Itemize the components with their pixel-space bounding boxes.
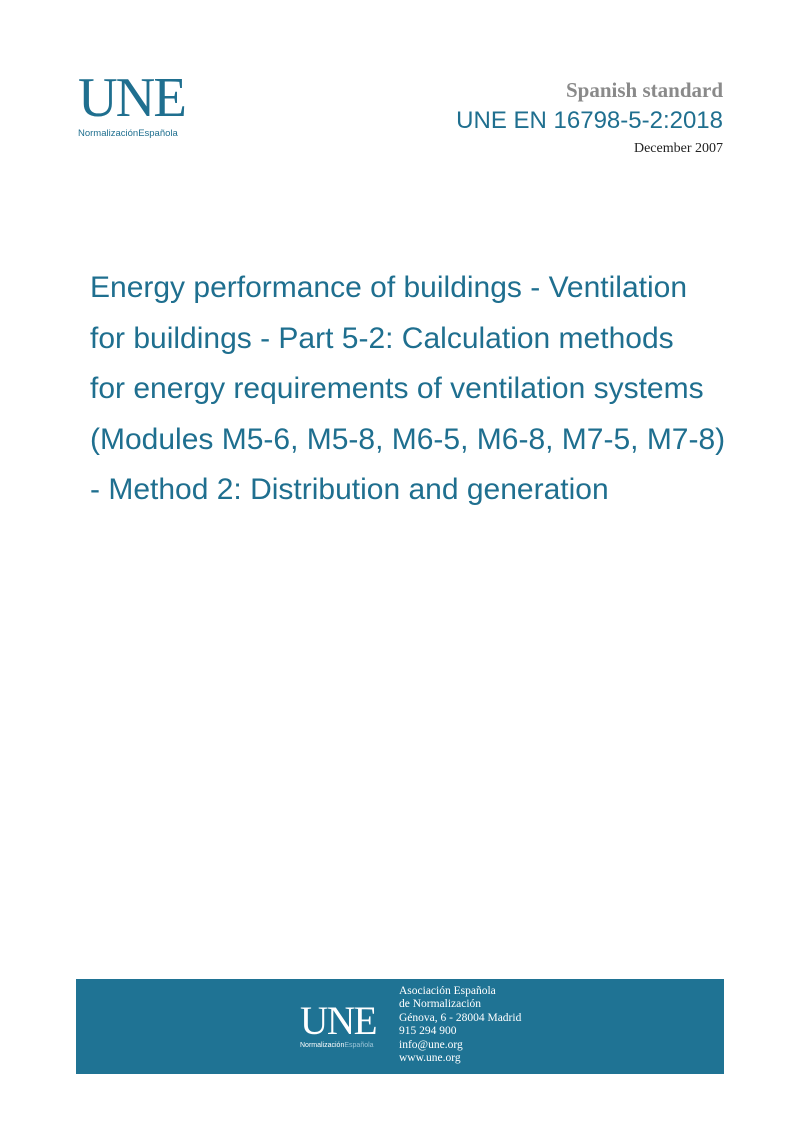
address-street: Génova, 6 - 28004 Madrid [399, 1011, 522, 1024]
title-line: - Method 2: Distribution and generation [90, 473, 609, 506]
standard-date: December 2007 [633, 141, 723, 156]
footer-banner [76, 979, 724, 1074]
title-line: (Modules M5-6, M5-8, M6-5, M6-8, M7-5, M7-8) [90, 422, 726, 456]
title-line: for buildings - Part 5-2: Calculation methods [90, 321, 674, 355]
address-website: www.une.org [399, 1052, 461, 1065]
standard-header [456, 78, 723, 157]
logo-tagline [78, 128, 198, 139]
title-line: Energy performance of buildings - Ventilation [90, 271, 688, 304]
document-title [90, 263, 790, 516]
standard-code: UNE EN 16798-5-2:2018 [456, 107, 723, 134]
footer-logo-tagline-part2: Española [344, 1042, 374, 1049]
footer-logo-tagline [300, 1042, 378, 1049]
address-org-line2: de Normalización [399, 998, 482, 1011]
footer-une-logo [300, 998, 378, 1049]
une-logo [78, 67, 198, 145]
standard-type: Spanish standard [566, 78, 723, 102]
logo-tagline-part1: Normalización [78, 128, 139, 139]
address-phone: 915 294 900 [399, 1025, 457, 1038]
logo-wordmark: UNE [78, 67, 185, 129]
logo-tagline-part2: Española [138, 128, 178, 139]
footer-address [399, 985, 521, 1065]
title-line: for energy requirements of ventilation systems [90, 372, 704, 405]
footer-logo-tagline-part1: Normalización [300, 1042, 345, 1049]
address-email: info@une.org [399, 1038, 463, 1051]
address-org-line1: Asociación Española [399, 985, 496, 997]
footer-logo-wordmark: UNE [300, 998, 377, 1043]
